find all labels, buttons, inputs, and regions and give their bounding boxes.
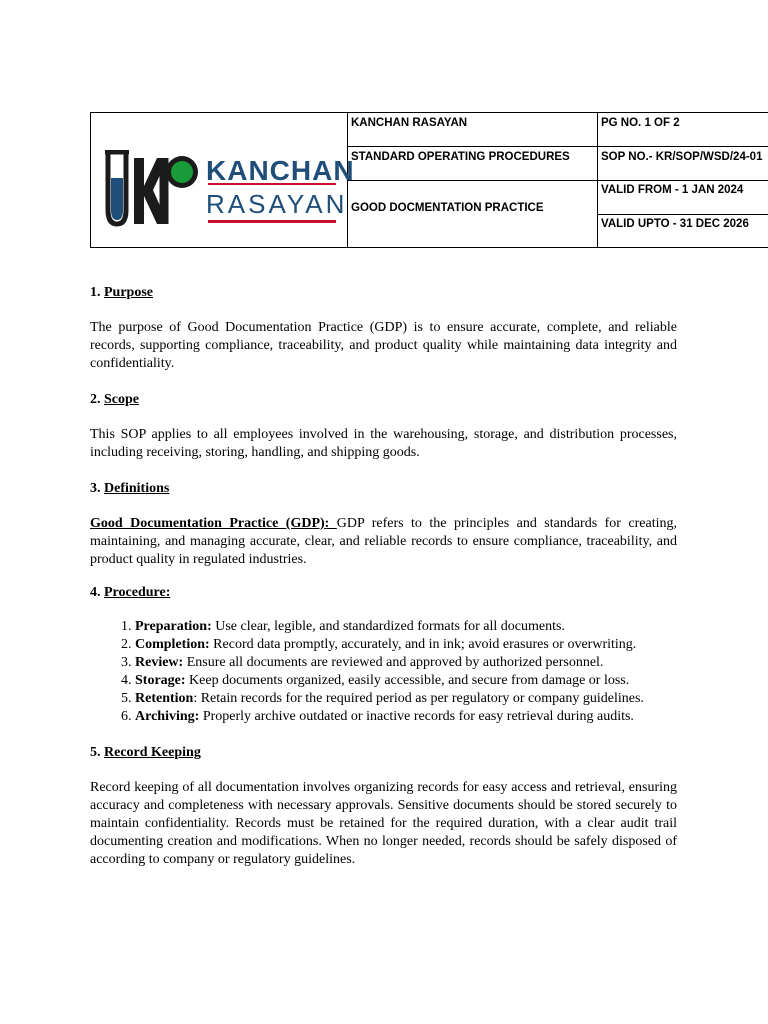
sop-header-table <box>90 112 768 248</box>
section-title: Scope <box>104 392 139 407</box>
document-body <box>90 284 677 887</box>
section-number: 1. <box>90 285 101 300</box>
logo-text-kanchan: KANCHAN <box>206 155 355 186</box>
section-title: Procedure: <box>104 585 171 600</box>
section-title: Record Keeping <box>104 745 201 760</box>
section-heading-record-keeping <box>90 744 677 762</box>
header-divider <box>597 180 768 181</box>
list-item: 5. Retention: Retain records for the required period as per regulatory or company guidelines. <box>135 690 677 708</box>
logo-underline <box>208 220 336 223</box>
section-number: 3. <box>90 481 101 496</box>
definition-term: Good Documentation Practice (GDP): <box>90 516 337 531</box>
definition-text: GDP refers to the principles and standards for creating, maintaining, and managing accurate, clear, and reliable records to ensure compliance, traceability, and product quality in regulated industries. <box>90 516 677 567</box>
logo-text-rasayan: RASAYAN <box>206 189 348 219</box>
list-item: 1. Preparation: Use clear, legible, and standardized formats for all documents. <box>135 618 677 636</box>
record-keeping-text: Record keeping of all documentation involves organizing records for easy access and retrieval, ensuring accuracy and completeness with necessary approvals. Sensitive documents should be stored securely to maintain confidentiality. Records must be retained for the required duration, with a clear audit trail documenting creation and modifications. When no longer needed, records should be safely disposed of according to company or regulatory guidelines. <box>90 780 677 867</box>
section-number: 2. <box>90 392 101 407</box>
page-number: PG NO. 1 OF 2 <box>601 117 680 129</box>
purpose-text: The purpose of Good Documentation Practice (GDP) is to ensure accurate, complete, and reliable records, supporting compliance, traceability, and product quality while maintaining data integrity and confidentiality. <box>90 320 677 371</box>
valid-from: VALID FROM - 1 JAN 2024 <box>601 184 744 196</box>
section-number: 5. <box>90 745 101 760</box>
valid-upto: VALID UPTO - 31 DEC 2026 <box>601 218 749 230</box>
header-divider <box>597 214 768 215</box>
list-item: 3. Review: Ensure all documents are reviewed and approved by authorized personnel. <box>135 654 677 672</box>
list-item: 2. Completion: Record data promptly, accurately, and in ink; avoid erasures or overwriting. <box>135 636 677 654</box>
document-title: GOOD DOCMENTATION PRACTICE <box>351 202 544 214</box>
header-divider <box>347 180 597 181</box>
document-type: STANDARD OPERATING PROCEDURES <box>351 151 570 163</box>
section-number: 4. <box>90 585 101 600</box>
section-heading-scope <box>90 391 677 409</box>
scope-text: This SOP applies to all employees involved in the warehousing, storage, and distribution processes, including receiving, storing, handling, and shipping goods. <box>90 427 677 460</box>
company-name: KANCHAN RASAYAN <box>351 117 468 129</box>
section-heading-purpose <box>90 284 677 302</box>
kp-logo-icon <box>101 150 201 228</box>
section-heading-procedure <box>90 584 677 602</box>
header-divider <box>347 146 768 147</box>
procedure-list <box>90 618 677 726</box>
section-heading-definitions <box>90 480 677 498</box>
list-item: 6. Archiving: Properly archive outdated or inactive records for easy retrieval during audits. <box>135 708 677 726</box>
section-title: Purpose <box>104 285 153 300</box>
list-item: 4. Storage: Keep documents organized, easily accessible, and secure from damage or loss. <box>135 672 677 690</box>
section-title: Definitions <box>104 481 170 496</box>
definition-gdp <box>90 515 677 569</box>
sop-number: SOP NO.- KR/SOP/WSD/24-01 <box>601 151 763 163</box>
